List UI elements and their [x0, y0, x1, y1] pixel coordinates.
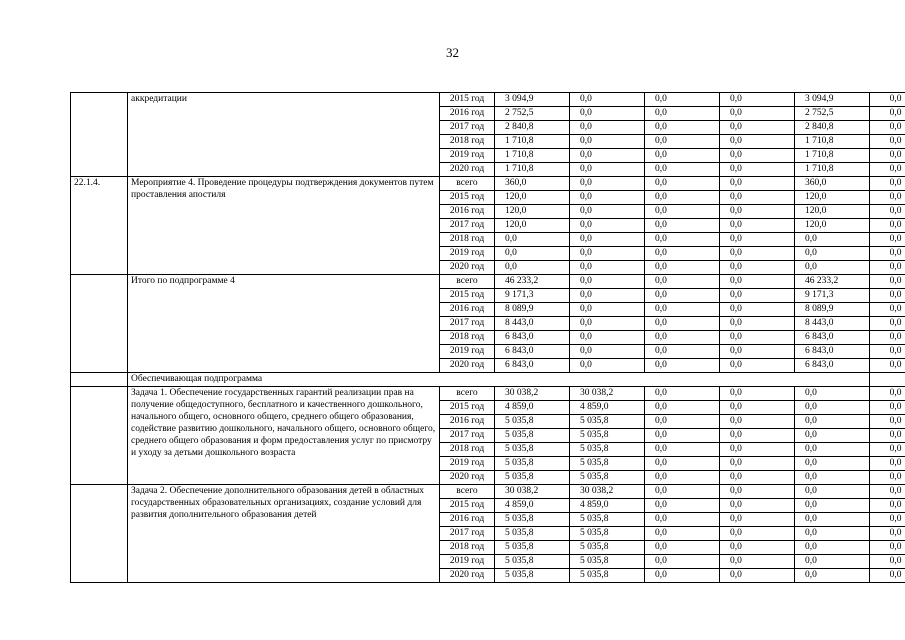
- value-cell: 0,0: [870, 93, 905, 107]
- value-cell: 0,0: [720, 443, 795, 457]
- row-code: [71, 93, 128, 177]
- value-cell: 8 089,9: [495, 303, 570, 317]
- value-cell: 0,0: [570, 359, 645, 373]
- value-cell: 0,0: [720, 345, 795, 359]
- value-cell: 120,0: [495, 219, 570, 233]
- row-name: Итого по подпрограмме 4: [128, 275, 440, 373]
- value-cell: 0,0: [645, 471, 720, 485]
- value-cell: 5 035,8: [570, 513, 645, 527]
- value-cell: 0,0: [645, 289, 720, 303]
- value-cell: 0,0: [720, 107, 795, 121]
- value-cell: 46 233,2: [795, 275, 870, 289]
- value-cell: 0,0: [795, 527, 870, 541]
- value-cell: 360,0: [795, 177, 870, 191]
- year-cell: 2019 год: [440, 247, 495, 261]
- value-cell: 0,0: [495, 233, 570, 247]
- year-cell: 2018 год: [440, 443, 495, 457]
- year-cell: 2017 год: [440, 317, 495, 331]
- value-cell: 0,0: [570, 275, 645, 289]
- value-cell: 46 233,2: [495, 275, 570, 289]
- value-cell: 5 035,8: [495, 457, 570, 471]
- value-cell: 8 089,9: [795, 303, 870, 317]
- value-cell: 0,0: [870, 317, 905, 331]
- value-cell: 5 035,8: [570, 569, 645, 583]
- value-cell: 5 035,8: [570, 415, 645, 429]
- year-cell: 2018 год: [440, 135, 495, 149]
- value-cell: 0,0: [870, 415, 905, 429]
- value-cell: 4 859,0: [495, 401, 570, 415]
- value-cell: 5 035,8: [570, 555, 645, 569]
- value-cell: 0,0: [870, 247, 905, 261]
- value-cell: 0,0: [795, 457, 870, 471]
- table-row: [71, 275, 905, 289]
- value-cell: 0,0: [645, 359, 720, 373]
- value-cell: 0,0: [795, 499, 870, 513]
- value-cell: 0,0: [645, 107, 720, 121]
- value-cell: 0,0: [570, 261, 645, 275]
- value-cell: 0,0: [645, 191, 720, 205]
- section-row: [71, 373, 905, 387]
- value-cell: 4 859,0: [570, 499, 645, 513]
- value-cell: 0,0: [720, 541, 795, 555]
- value-cell: 5 035,8: [495, 541, 570, 555]
- value-cell: 9 171,3: [795, 289, 870, 303]
- value-cell: 0,0: [645, 555, 720, 569]
- value-cell: 1 710,8: [495, 163, 570, 177]
- value-cell: 0,0: [645, 443, 720, 457]
- value-cell: 0,0: [870, 541, 905, 555]
- table-row: [71, 387, 905, 401]
- year-cell: 2016 год: [440, 107, 495, 121]
- value-cell: 0,0: [570, 177, 645, 191]
- row-name: Мероприятие 4. Проведение процедуры подтверждения документов путем проставления апостиля: [128, 177, 440, 275]
- value-cell: 0,0: [795, 541, 870, 555]
- value-cell: 0,0: [795, 261, 870, 275]
- value-cell: 0,0: [870, 107, 905, 121]
- value-cell: 0,0: [570, 205, 645, 219]
- value-cell: 0,0: [720, 289, 795, 303]
- year-cell: всего: [440, 485, 495, 499]
- value-cell: 0,0: [795, 233, 870, 247]
- value-cell: 0,0: [795, 569, 870, 583]
- value-cell: 0,0: [720, 555, 795, 569]
- value-cell: 0,0: [570, 233, 645, 247]
- value-cell: 4 859,0: [570, 401, 645, 415]
- value-cell: 120,0: [795, 205, 870, 219]
- value-cell: 0,0: [870, 177, 905, 191]
- value-cell: 0,0: [570, 149, 645, 163]
- value-cell: 0,0: [645, 121, 720, 135]
- value-cell: 0,0: [720, 135, 795, 149]
- value-cell: 0,0: [870, 261, 905, 275]
- value-cell: 0,0: [870, 135, 905, 149]
- value-cell: 0,0: [720, 359, 795, 373]
- year-cell: 2015 год: [440, 93, 495, 107]
- value-cell: 2 840,8: [795, 121, 870, 135]
- value-cell: 0,0: [870, 149, 905, 163]
- row-code: [71, 387, 128, 485]
- value-cell: 0,0: [870, 303, 905, 317]
- value-cell: 0,0: [645, 247, 720, 261]
- value-cell: 0,0: [570, 317, 645, 331]
- value-cell: 0,0: [870, 163, 905, 177]
- value-cell: 0,0: [795, 247, 870, 261]
- value-cell: 0,0: [570, 219, 645, 233]
- value-cell: 3 094,9: [495, 93, 570, 107]
- page-number: 32: [446, 45, 459, 60]
- value-cell: 0,0: [870, 485, 905, 499]
- year-cell: 2019 год: [440, 149, 495, 163]
- value-cell: 0,0: [645, 93, 720, 107]
- value-cell: 1 710,8: [795, 135, 870, 149]
- value-cell: 2 840,8: [495, 121, 570, 135]
- year-cell: 2020 год: [440, 569, 495, 583]
- year-cell: 2020 год: [440, 359, 495, 373]
- value-cell: 0,0: [720, 303, 795, 317]
- value-cell: 0,0: [570, 331, 645, 345]
- value-cell: 0,0: [720, 457, 795, 471]
- value-cell: 0,0: [720, 233, 795, 247]
- value-cell: 6 843,0: [795, 331, 870, 345]
- value-cell: 0,0: [570, 289, 645, 303]
- year-cell: 2015 год: [440, 401, 495, 415]
- year-cell: 2017 год: [440, 219, 495, 233]
- value-cell: 0,0: [570, 121, 645, 135]
- value-cell: 0,0: [720, 205, 795, 219]
- value-cell: 0,0: [720, 513, 795, 527]
- value-cell: 0,0: [570, 303, 645, 317]
- table-row: [71, 93, 905, 107]
- value-cell: 0,0: [795, 415, 870, 429]
- value-cell: 0,0: [870, 401, 905, 415]
- value-cell: 5 035,8: [570, 471, 645, 485]
- value-cell: 0,0: [645, 135, 720, 149]
- value-cell: 0,0: [645, 317, 720, 331]
- value-cell: 30 038,2: [570, 387, 645, 401]
- value-cell: 1 710,8: [795, 149, 870, 163]
- value-cell: 0,0: [570, 163, 645, 177]
- value-cell: 1 710,8: [495, 135, 570, 149]
- row-code: 22.1.4.: [71, 177, 128, 275]
- year-cell: 2018 год: [440, 233, 495, 247]
- year-cell: 2020 год: [440, 163, 495, 177]
- value-cell: 0,0: [720, 149, 795, 163]
- value-cell: 0,0: [870, 429, 905, 443]
- value-cell: 0,0: [720, 261, 795, 275]
- year-cell: 2017 год: [440, 429, 495, 443]
- value-cell: 5 035,8: [495, 471, 570, 485]
- value-cell: 0,0: [570, 345, 645, 359]
- value-cell: 0,0: [645, 219, 720, 233]
- value-cell: 0,0: [720, 471, 795, 485]
- value-cell: 0,0: [720, 331, 795, 345]
- value-cell: 5 035,8: [570, 443, 645, 457]
- year-cell: 2020 год: [440, 471, 495, 485]
- year-cell: 2017 год: [440, 527, 495, 541]
- value-cell: 5 035,8: [495, 569, 570, 583]
- value-cell: 0,0: [645, 303, 720, 317]
- value-cell: 0,0: [495, 261, 570, 275]
- value-cell: 0,0: [720, 387, 795, 401]
- value-cell: 0,0: [720, 527, 795, 541]
- value-cell: 5 035,8: [495, 443, 570, 457]
- year-cell: 2015 год: [440, 191, 495, 205]
- value-cell: 0,0: [570, 191, 645, 205]
- budget-table: [70, 92, 905, 583]
- value-cell: 120,0: [795, 219, 870, 233]
- value-cell: 5 035,8: [495, 429, 570, 443]
- value-cell: 2 752,5: [495, 107, 570, 121]
- value-cell: 120,0: [495, 191, 570, 205]
- value-cell: 0,0: [870, 289, 905, 303]
- value-cell: 0,0: [645, 387, 720, 401]
- value-cell: 0,0: [795, 513, 870, 527]
- value-cell: 0,0: [870, 191, 905, 205]
- value-cell: 0,0: [720, 163, 795, 177]
- value-cell: 0,0: [645, 513, 720, 527]
- value-cell: 8 443,0: [495, 317, 570, 331]
- value-cell: 0,0: [645, 429, 720, 443]
- value-cell: 6 843,0: [495, 331, 570, 345]
- value-cell: 30 038,2: [495, 485, 570, 499]
- budget-table-body: [71, 93, 905, 583]
- year-cell: 2018 год: [440, 331, 495, 345]
- value-cell: 0,0: [645, 401, 720, 415]
- value-cell: 8 443,0: [795, 317, 870, 331]
- value-cell: 0,0: [870, 499, 905, 513]
- value-cell: 6 843,0: [495, 345, 570, 359]
- value-cell: 0,0: [720, 177, 795, 191]
- value-cell: 0,0: [870, 569, 905, 583]
- year-cell: 2015 год: [440, 499, 495, 513]
- value-cell: 0,0: [720, 485, 795, 499]
- value-cell: 0,0: [870, 233, 905, 247]
- year-cell: 2016 год: [440, 205, 495, 219]
- row-name: Задача 2. Обеспечение дополнительного образования детей в областных государственных образовательных организациях, создание условий для развития дополнительного образования детей: [128, 485, 440, 583]
- value-cell: 0,0: [645, 527, 720, 541]
- year-cell: 2016 год: [440, 303, 495, 317]
- value-cell: 5 035,8: [495, 415, 570, 429]
- value-cell: 6 843,0: [795, 359, 870, 373]
- year-cell: 2015 год: [440, 289, 495, 303]
- section-title: Обеспечивающая подпрограмма: [128, 373, 870, 387]
- value-cell: 120,0: [495, 205, 570, 219]
- value-cell: 0,0: [570, 107, 645, 121]
- value-cell: 0,0: [870, 443, 905, 457]
- value-cell: 9 171,3: [495, 289, 570, 303]
- value-cell: 0,0: [645, 149, 720, 163]
- year-cell: 2018 год: [440, 541, 495, 555]
- year-cell: 2016 год: [440, 513, 495, 527]
- year-cell: всего: [440, 387, 495, 401]
- value-cell: 0,0: [720, 401, 795, 415]
- value-cell: 0,0: [870, 387, 905, 401]
- value-cell: 0,0: [645, 457, 720, 471]
- section-empty: [870, 373, 905, 387]
- value-cell: 0,0: [720, 247, 795, 261]
- value-cell: 0,0: [720, 415, 795, 429]
- value-cell: 4 859,0: [495, 499, 570, 513]
- year-cell: 2016 год: [440, 415, 495, 429]
- value-cell: 0,0: [645, 485, 720, 499]
- value-cell: 30 038,2: [570, 485, 645, 499]
- value-cell: 0,0: [645, 331, 720, 345]
- value-cell: 5 035,8: [495, 555, 570, 569]
- row-name: аккредитации: [128, 93, 440, 177]
- value-cell: 30 038,2: [495, 387, 570, 401]
- value-cell: 0,0: [645, 233, 720, 247]
- value-cell: 0,0: [795, 471, 870, 485]
- table-row: [71, 485, 905, 499]
- value-cell: 0,0: [870, 331, 905, 345]
- value-cell: 1 710,8: [495, 149, 570, 163]
- value-cell: 5 035,8: [570, 429, 645, 443]
- value-cell: 0,0: [870, 513, 905, 527]
- value-cell: 0,0: [870, 527, 905, 541]
- value-cell: 120,0: [795, 191, 870, 205]
- value-cell: 0,0: [645, 163, 720, 177]
- value-cell: 0,0: [720, 121, 795, 135]
- value-cell: 5 035,8: [570, 541, 645, 555]
- row-code: [71, 485, 128, 583]
- value-cell: 5 035,8: [495, 527, 570, 541]
- value-cell: 0,0: [720, 317, 795, 331]
- value-cell: 5 035,8: [570, 527, 645, 541]
- value-cell: 0,0: [645, 205, 720, 219]
- value-cell: 0,0: [870, 555, 905, 569]
- value-cell: 0,0: [645, 415, 720, 429]
- value-cell: 0,0: [795, 443, 870, 457]
- value-cell: 0,0: [870, 275, 905, 289]
- year-cell: 2019 год: [440, 457, 495, 471]
- value-cell: 0,0: [570, 93, 645, 107]
- value-cell: 0,0: [645, 261, 720, 275]
- value-cell: 0,0: [870, 121, 905, 135]
- value-cell: 0,0: [870, 219, 905, 233]
- value-cell: 0,0: [720, 219, 795, 233]
- value-cell: 1 710,8: [795, 163, 870, 177]
- value-cell: 3 094,9: [795, 93, 870, 107]
- value-cell: 0,0: [720, 191, 795, 205]
- value-cell: 6 843,0: [795, 345, 870, 359]
- value-cell: 0,0: [870, 471, 905, 485]
- value-cell: 0,0: [645, 275, 720, 289]
- section-code: [71, 373, 128, 387]
- value-cell: 0,0: [570, 247, 645, 261]
- value-cell: 0,0: [645, 541, 720, 555]
- value-cell: 6 843,0: [495, 359, 570, 373]
- value-cell: 0,0: [870, 457, 905, 471]
- value-cell: 0,0: [720, 275, 795, 289]
- value-cell: 2 752,5: [795, 107, 870, 121]
- value-cell: 0,0: [645, 499, 720, 513]
- value-cell: 0,0: [870, 345, 905, 359]
- value-cell: 0,0: [645, 177, 720, 191]
- table-row: [71, 177, 905, 191]
- year-cell: 2019 год: [440, 555, 495, 569]
- value-cell: 0,0: [870, 359, 905, 373]
- year-cell: 2019 год: [440, 345, 495, 359]
- value-cell: 0,0: [795, 429, 870, 443]
- row-code: [71, 275, 128, 373]
- value-cell: 360,0: [495, 177, 570, 191]
- row-name: Задача 1. Обеспечение государственных гарантий реализации прав на получение общедоступного, бесплатного и качественного дошкольного, начального общего, основного общего, среднего общего образования, содействие развитию дошкольного, начального общего, основного общего, среднего общего образования и форм предоставления услуг по присмотру и уходу за детьми дошкольного возраста: [128, 387, 440, 485]
- value-cell: 0,0: [795, 555, 870, 569]
- value-cell: 0,0: [645, 345, 720, 359]
- value-cell: 0,0: [720, 429, 795, 443]
- value-cell: 0,0: [645, 569, 720, 583]
- year-cell: 2020 год: [440, 261, 495, 275]
- value-cell: 0,0: [720, 499, 795, 513]
- value-cell: 5 035,8: [570, 457, 645, 471]
- year-cell: 2017 год: [440, 121, 495, 135]
- year-cell: всего: [440, 177, 495, 191]
- value-cell: 0,0: [795, 485, 870, 499]
- value-cell: 0,0: [870, 205, 905, 219]
- value-cell: 0,0: [495, 247, 570, 261]
- value-cell: 5 035,8: [495, 513, 570, 527]
- value-cell: 0,0: [720, 569, 795, 583]
- value-cell: 0,0: [570, 135, 645, 149]
- value-cell: 0,0: [720, 93, 795, 107]
- value-cell: 0,0: [795, 387, 870, 401]
- year-cell: всего: [440, 275, 495, 289]
- value-cell: 0,0: [795, 401, 870, 415]
